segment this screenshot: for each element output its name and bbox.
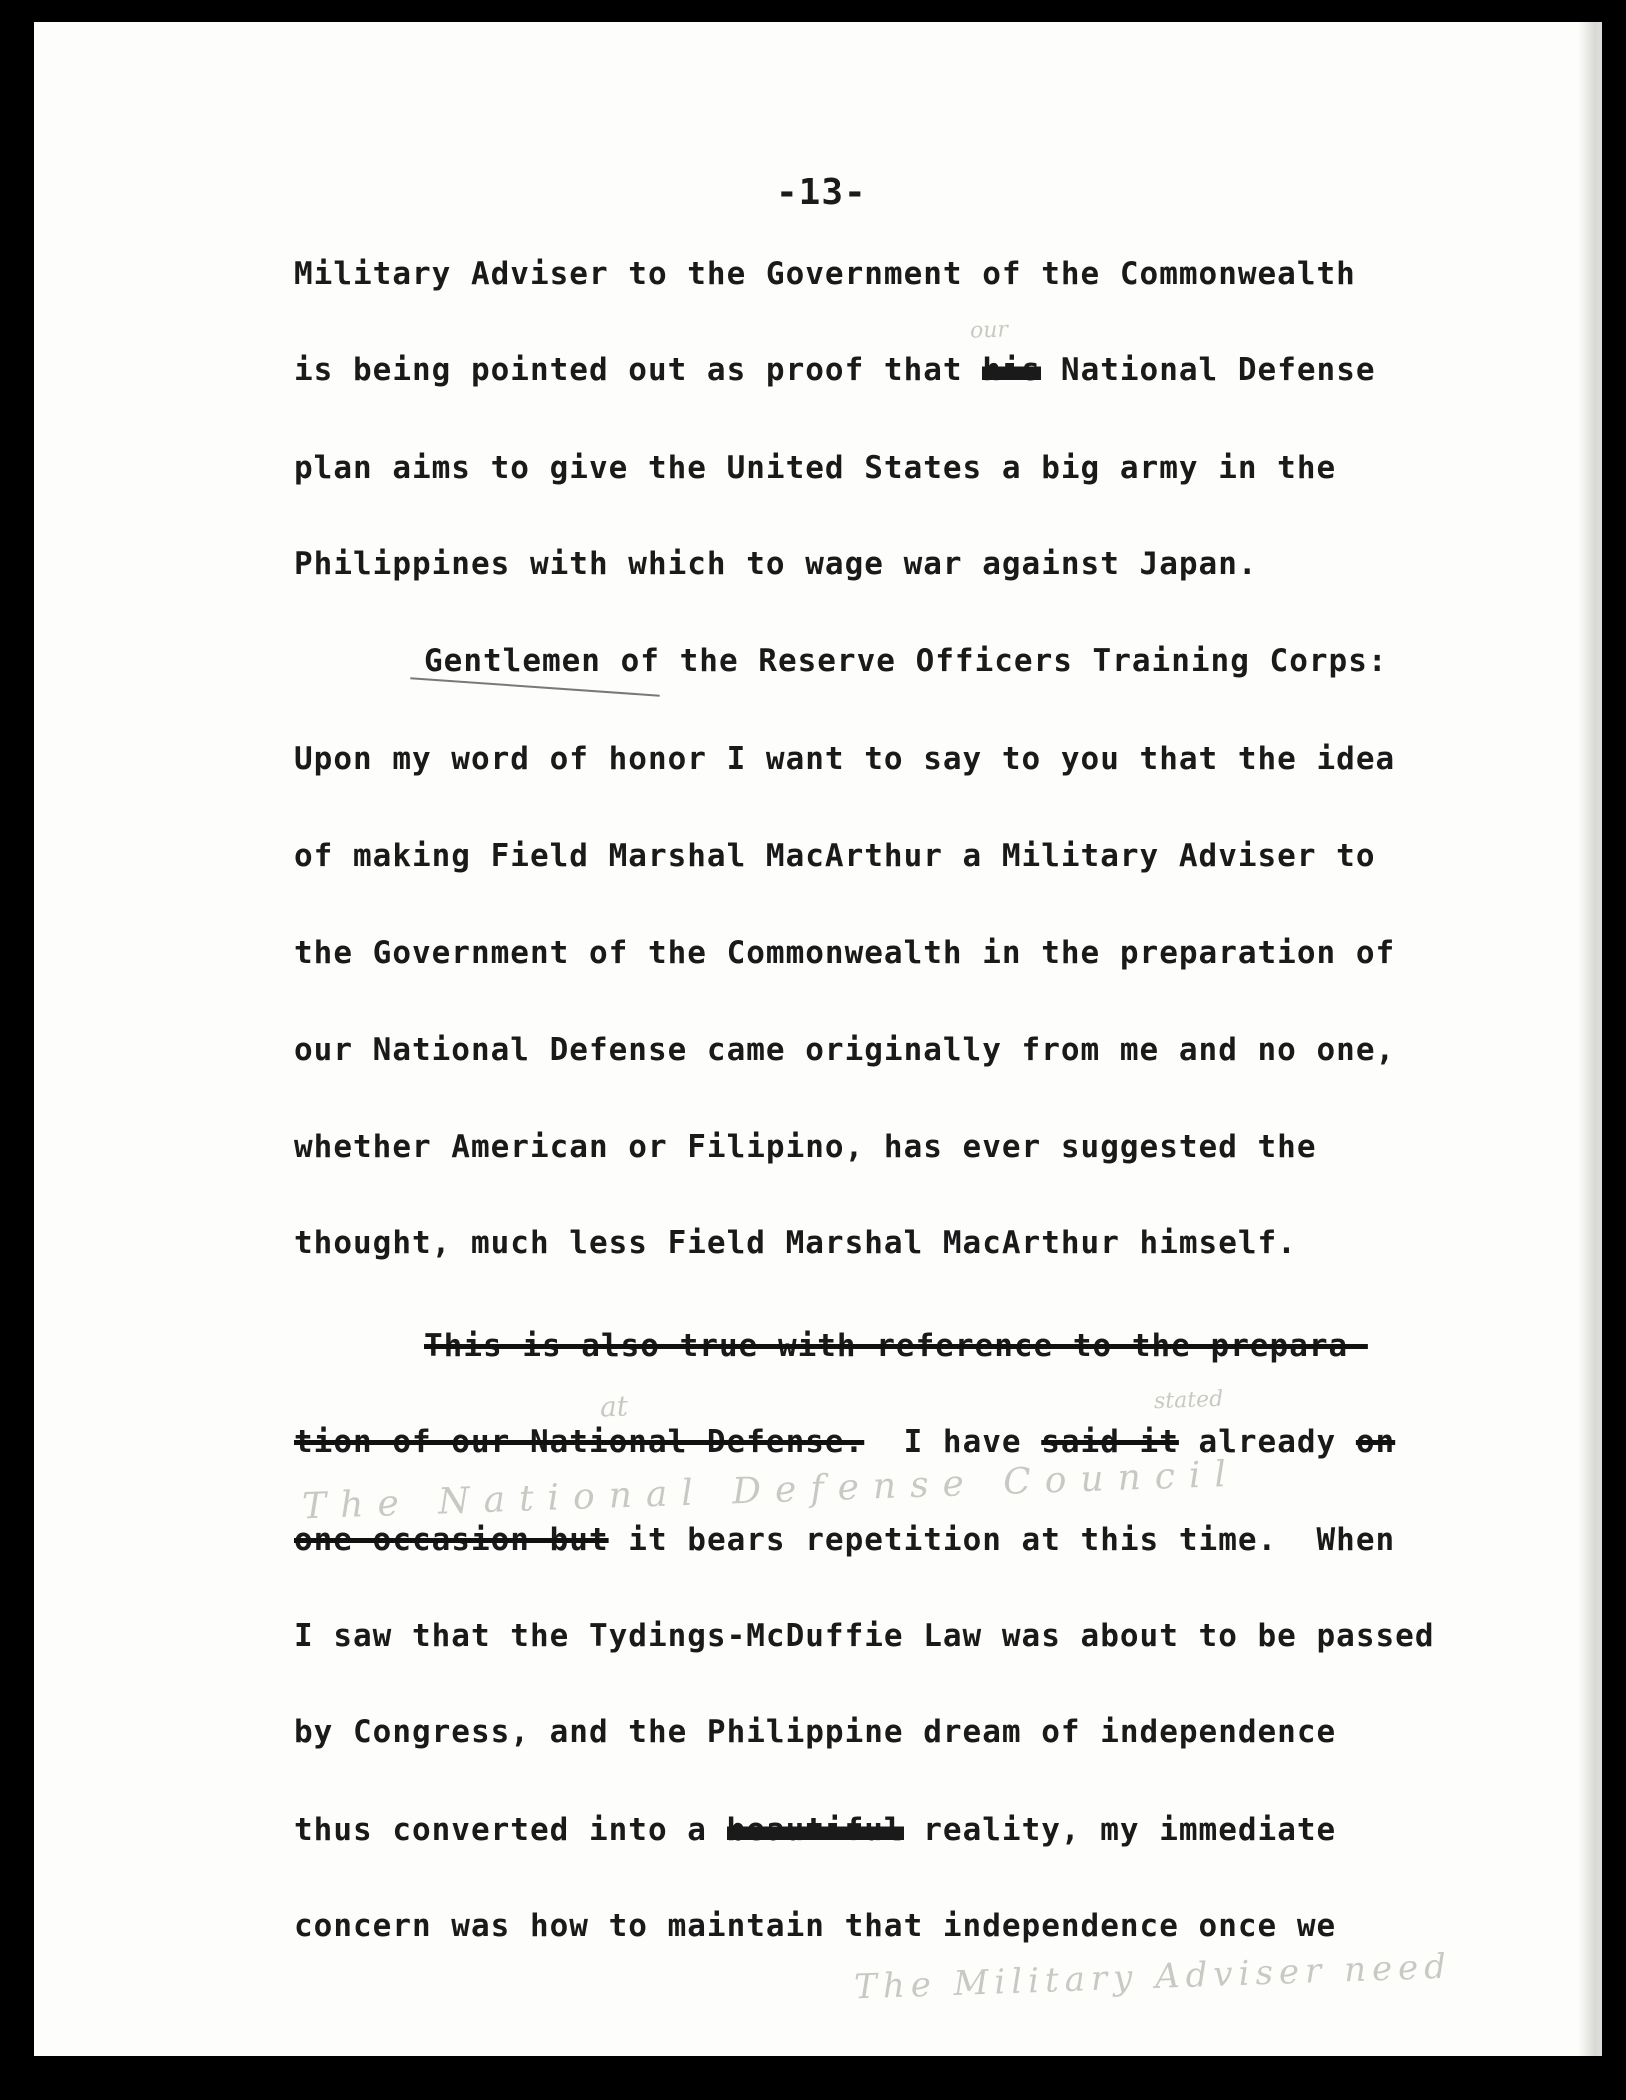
text-line-15: I saw that the Tydings-McDuffie Law was about to be passed bbox=[294, 1618, 1435, 1654]
text-line-1: Military Adviser to the Government of the Commonwealth bbox=[294, 256, 1356, 292]
pencil-underline bbox=[410, 677, 660, 696]
text-reality: reality, my immediate bbox=[903, 1812, 1337, 1848]
handwritten-bottom-note: The Military Adviser need bbox=[853, 1946, 1453, 2008]
text-line-2-start: is being pointed out as proof that bbox=[294, 352, 983, 388]
text-line-7: of making Field Marshal MacArthur a Military Adviser to bbox=[294, 838, 1376, 874]
text-line-16: by Congress, and the Philippine dream of independence bbox=[294, 1714, 1337, 1750]
text-line-6: Upon my word of honor I want to say to you that the idea bbox=[294, 741, 1396, 777]
text-line-14 bbox=[294, 1522, 1395, 1558]
text-national-defense: National Defense bbox=[1060, 352, 1376, 388]
text-line-8: the Government of the Commonwealth in the preparation of bbox=[294, 935, 1396, 971]
struck-one-occasion: one occasion but bbox=[294, 1522, 609, 1558]
struck-line-13-start: tion of our National Defense. bbox=[294, 1424, 865, 1460]
handwritten-our: our bbox=[969, 317, 1009, 344]
text-line-2 bbox=[294, 352, 1376, 388]
handwritten-at: at bbox=[599, 1389, 629, 1424]
text-already: already bbox=[1178, 1424, 1356, 1460]
struck-on: on bbox=[1355, 1424, 1396, 1460]
handwritten-stated: stated bbox=[1153, 1386, 1224, 1415]
text-line-18: concern was how to maintain that independence once we bbox=[294, 1908, 1337, 1944]
text-line-9: our National Defense came originally from me and no one, bbox=[294, 1032, 1396, 1068]
document-page bbox=[34, 22, 1602, 2056]
text-line-5: Gentlemen of the Reserve Officers Training Corps: bbox=[424, 643, 1388, 679]
text-line-17-start: thus converted into a bbox=[294, 1812, 727, 1848]
struck-line-12: This is also true with reference to the prepara- bbox=[424, 1328, 1368, 1364]
text-line-10: whether American or Filipino, has ever suggested the bbox=[294, 1129, 1317, 1165]
text-bears-repetition: it bears repetition at this time. When bbox=[608, 1522, 1396, 1558]
struck-said-it: said it bbox=[1041, 1424, 1179, 1460]
page-edge-shadow bbox=[1578, 22, 1596, 2056]
text-i-have: I have bbox=[903, 1424, 1042, 1460]
text-line-17 bbox=[294, 1812, 1336, 1848]
handwritten-insertion: The National Defense Council bbox=[301, 1453, 1241, 1528]
text-line-4: Philippines with which to wage war against Japan. bbox=[294, 546, 1258, 582]
page-number: -13- bbox=[776, 172, 867, 213]
struck-word-his: his bbox=[982, 352, 1042, 388]
text-line-11: thought, much less Field Marshal MacArthur himself. bbox=[294, 1225, 1297, 1261]
struck-beautiful: beautiful bbox=[726, 1812, 904, 1848]
text-line-3: plan aims to give the United States a big army in the bbox=[294, 450, 1337, 486]
